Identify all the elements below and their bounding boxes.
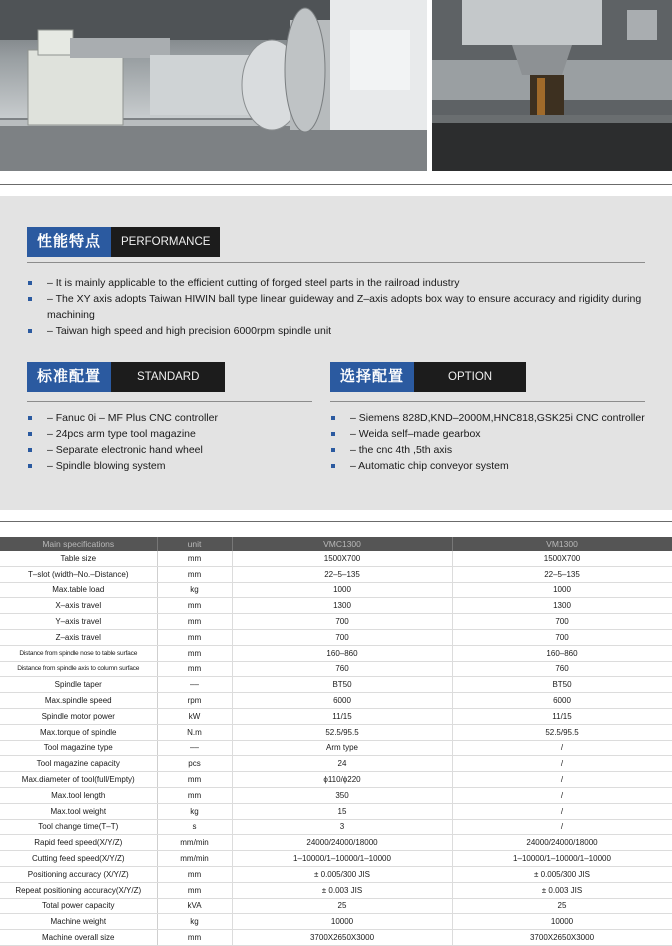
column-header-vmc1300: VMC1300 xyxy=(232,537,452,551)
spec-name-cell: Max.spindle speed xyxy=(0,693,157,709)
unit-cell: rpm xyxy=(157,693,232,709)
bullet-icon xyxy=(28,281,32,285)
list-item: – Spindle blowing system xyxy=(27,458,317,474)
option-header xyxy=(330,362,526,392)
table-row xyxy=(0,677,672,693)
rotary-table-photo xyxy=(0,0,427,171)
list-item: – Taiwan high speed and high precision 6000rpm spindle unit xyxy=(27,323,657,339)
column-header-vm1300: VM1300 xyxy=(452,537,672,551)
spec-name-cell: Z–axis travel xyxy=(0,629,157,645)
spec-name-cell: Table size xyxy=(0,551,157,566)
list-item: – the cnc 4th ,5th axis xyxy=(330,442,670,458)
standard-header xyxy=(27,362,225,392)
vmc1300-value-cell: 1000 xyxy=(232,582,452,598)
vmc1300-value-cell: 24 xyxy=(232,756,452,772)
vmc1300-value-cell: 11/15 xyxy=(232,708,452,724)
table-row xyxy=(0,835,672,851)
spec-name-cell: Distance from spindle nose to table surface xyxy=(0,645,157,661)
unit-cell: s xyxy=(157,819,232,835)
vmc1300-value-cell: 700 xyxy=(232,614,452,630)
performance-list xyxy=(27,275,657,339)
table-row xyxy=(0,851,672,867)
machine-photos xyxy=(0,0,672,171)
vmc1300-value-cell: 6000 xyxy=(232,693,452,709)
vm1300-value-cell: / xyxy=(452,803,672,819)
spec-name-cell: X–axis travel xyxy=(0,598,157,614)
rotary-table-illustration xyxy=(0,0,427,171)
spec-name-cell: Max.tool weight xyxy=(0,803,157,819)
bullet-icon xyxy=(331,432,335,436)
vmc1300-value-cell: ± 0.003 JIS xyxy=(232,882,452,898)
header-divider xyxy=(27,262,645,263)
vm1300-value-cell: 1–10000/1–10000/1–10000 xyxy=(452,851,672,867)
vm1300-value-cell: 24000/24000/18000 xyxy=(452,835,672,851)
vm1300-value-cell: / xyxy=(452,756,672,772)
table-row xyxy=(0,645,672,661)
bullet-icon xyxy=(28,464,32,468)
table-row xyxy=(0,566,672,582)
list-item: – Weida self–made gearbox xyxy=(330,426,670,442)
spec-name-cell: Tool magazine capacity xyxy=(0,756,157,772)
vm1300-value-cell: 6000 xyxy=(452,693,672,709)
vmc1300-value-cell: 22–5–135 xyxy=(232,566,452,582)
bullet-icon xyxy=(28,448,32,452)
vm1300-value-cell: 160–860 xyxy=(452,645,672,661)
table-row xyxy=(0,914,672,930)
vmc1300-value-cell: Arm type xyxy=(232,740,452,756)
table-row xyxy=(0,819,672,835)
table-row xyxy=(0,614,672,630)
bullet-icon xyxy=(331,448,335,452)
vm1300-value-cell: 700 xyxy=(452,629,672,645)
performance-header xyxy=(27,227,220,257)
spec-name-cell: Max.diameter of tool(full/Empty) xyxy=(0,772,157,788)
vmc1300-value-cell: 1–10000/1–10000/1–10000 xyxy=(232,851,452,867)
bullet-icon xyxy=(28,297,32,301)
table-row xyxy=(0,898,672,914)
table-row xyxy=(0,756,672,772)
unit-cell: kVA xyxy=(157,898,232,914)
option-title-cn: 选择配置 xyxy=(330,362,414,392)
section-divider xyxy=(0,521,672,522)
vm1300-value-cell: 760 xyxy=(452,661,672,677)
spec-name-cell: Tool magazine type xyxy=(0,740,157,756)
unit-cell: mm xyxy=(157,772,232,788)
list-item: – 24pcs arm type tool magazine xyxy=(27,426,317,442)
vm1300-value-cell: 11/15 xyxy=(452,708,672,724)
unit-cell: mm xyxy=(157,787,232,803)
feature-panel xyxy=(0,196,672,510)
specification-table xyxy=(0,537,672,946)
spec-name-cell: T–slot (width–No.–Distance) xyxy=(0,566,157,582)
unit-cell: kg xyxy=(157,803,232,819)
column-header-spec: Main specifications xyxy=(0,537,157,551)
bullet-icon xyxy=(331,416,335,420)
unit-cell: mm xyxy=(157,882,232,898)
spec-name-cell: Spindle motor power xyxy=(0,708,157,724)
vmc1300-value-cell: 760 xyxy=(232,661,452,677)
vm1300-value-cell: 22–5–135 xyxy=(452,566,672,582)
vm1300-value-cell: / xyxy=(452,787,672,803)
unit-cell: kW xyxy=(157,708,232,724)
unit-cell: mm xyxy=(157,551,232,566)
vm1300-value-cell: 10000 xyxy=(452,914,672,930)
vmc1300-value-cell: 160–860 xyxy=(232,645,452,661)
spec-name-cell: Max.tool length xyxy=(0,787,157,803)
table-row xyxy=(0,803,672,819)
vmc1300-value-cell: 1300 xyxy=(232,598,452,614)
unit-cell: kg xyxy=(157,582,232,598)
unit-cell: pcs xyxy=(157,756,232,772)
standard-title-en: STANDARD xyxy=(111,362,225,392)
spec-name-cell: Total power capacity xyxy=(0,898,157,914)
vm1300-value-cell: 1300 xyxy=(452,598,672,614)
vm1300-value-cell: / xyxy=(452,740,672,756)
vmc1300-value-cell: 25 xyxy=(232,898,452,914)
vm1300-value-cell: 3700X2650X3000 xyxy=(452,930,672,946)
spec-name-cell: Rapid feed speed(X/Y/Z) xyxy=(0,835,157,851)
option-title-en: OPTION xyxy=(414,362,526,392)
list-item: – It is mainly applicable to the efficient cutting of forged steel parts in the railroad industry xyxy=(27,275,657,291)
unit-cell: –– xyxy=(157,677,232,693)
performance-title-cn: 性能特点 xyxy=(27,227,111,257)
table-row xyxy=(0,661,672,677)
spec-name-cell: Max.torque of spindle xyxy=(0,724,157,740)
table-row xyxy=(0,708,672,724)
unit-cell: mm/min xyxy=(157,835,232,851)
spec-name-cell: Repeat positioning accuracy(X/Y/Z) xyxy=(0,882,157,898)
milling-cutter-photo xyxy=(432,0,672,171)
table-row xyxy=(0,772,672,788)
vm1300-value-cell: 700 xyxy=(452,614,672,630)
list-item: – Automatic chip conveyor system xyxy=(330,458,670,474)
unit-cell: –– xyxy=(157,740,232,756)
vmc1300-value-cell: 52.5/95.5 xyxy=(232,724,452,740)
vmc1300-value-cell: 24000/24000/18000 xyxy=(232,835,452,851)
unit-cell: mm xyxy=(157,598,232,614)
table-body xyxy=(0,551,672,945)
table-row xyxy=(0,787,672,803)
header-divider xyxy=(27,401,312,402)
milling-cutter-illustration xyxy=(432,0,672,171)
vm1300-value-cell: 1000 xyxy=(452,582,672,598)
table-row xyxy=(0,582,672,598)
vmc1300-value-cell: 10000 xyxy=(232,914,452,930)
vm1300-value-cell: 52.5/95.5 xyxy=(452,724,672,740)
table-row xyxy=(0,740,672,756)
option-list xyxy=(330,410,670,474)
unit-cell: mm xyxy=(157,566,232,582)
spec-name-cell: Machine weight xyxy=(0,914,157,930)
vm1300-value-cell: / xyxy=(452,819,672,835)
section-divider xyxy=(0,184,672,185)
header-divider xyxy=(330,401,645,402)
spec-name-cell: Tool change time(T–T) xyxy=(0,819,157,835)
vmc1300-value-cell: 350 xyxy=(232,787,452,803)
table-row xyxy=(0,693,672,709)
table-row xyxy=(0,866,672,882)
unit-cell: mm xyxy=(157,629,232,645)
bullet-icon xyxy=(28,329,32,333)
vm1300-value-cell: ± 0.005/300 JIS xyxy=(452,866,672,882)
vm1300-value-cell: ± 0.003 JIS xyxy=(452,882,672,898)
standard-title-cn: 标准配置 xyxy=(27,362,111,392)
list-item: – Separate electronic hand wheel xyxy=(27,442,317,458)
spec-name-cell: Positioning accuracy (X/Y/Z) xyxy=(0,866,157,882)
unit-cell: mm xyxy=(157,614,232,630)
table-row xyxy=(0,598,672,614)
table-row xyxy=(0,724,672,740)
bullet-icon xyxy=(331,464,335,468)
table-row xyxy=(0,629,672,645)
list-item: – Fanuc 0i – MF Plus CNC controller xyxy=(27,410,317,426)
column-header-unit: unit xyxy=(157,537,232,551)
list-item: – The XY axis adopts Taiwan HIWIN ball type linear guideway and Z–axis adopts box way to ensure accuracy and rigidity during machining xyxy=(27,291,657,323)
unit-cell: mm xyxy=(157,645,232,661)
unit-cell: mm xyxy=(157,930,232,946)
spec-name-cell: Max.table load xyxy=(0,582,157,598)
vm1300-value-cell: BT50 xyxy=(452,677,672,693)
unit-cell: mm/min xyxy=(157,851,232,867)
vmc1300-value-cell: 1500X700 xyxy=(232,551,452,566)
vm1300-value-cell: 25 xyxy=(452,898,672,914)
table-row xyxy=(0,930,672,946)
spec-name-cell: Distance from spindle axis to column surface xyxy=(0,661,157,677)
vmc1300-value-cell: ± 0.005/300 JIS xyxy=(232,866,452,882)
spec-name-cell: Machine overall size xyxy=(0,930,157,946)
vmc1300-value-cell: BT50 xyxy=(232,677,452,693)
standard-list xyxy=(27,410,317,474)
unit-cell: kg xyxy=(157,914,232,930)
performance-title-en: PERFORMANCE xyxy=(111,227,220,257)
vm1300-value-cell: 1500X700 xyxy=(452,551,672,566)
vmc1300-value-cell: ϕ110/ϕ220 xyxy=(232,772,452,788)
table-header-row xyxy=(0,537,672,551)
list-item: – Siemens 828D,KND–2000M,HNC818,GSK25i CNC controller xyxy=(330,410,670,426)
vm1300-value-cell: / xyxy=(452,772,672,788)
vmc1300-value-cell: 700 xyxy=(232,629,452,645)
spec-name-cell: Y–axis travel xyxy=(0,614,157,630)
vmc1300-value-cell: 3700X2650X3000 xyxy=(232,930,452,946)
unit-cell: mm xyxy=(157,661,232,677)
unit-cell: N.m xyxy=(157,724,232,740)
table-row xyxy=(0,551,672,566)
vmc1300-value-cell: 3 xyxy=(232,819,452,835)
spec-name-cell: Cutting feed speed(X/Y/Z) xyxy=(0,851,157,867)
spec-name-cell: Spindle taper xyxy=(0,677,157,693)
bullet-icon xyxy=(28,432,32,436)
bullet-icon xyxy=(28,416,32,420)
table-row xyxy=(0,882,672,898)
unit-cell: mm xyxy=(157,866,232,882)
vmc1300-value-cell: 15 xyxy=(232,803,452,819)
